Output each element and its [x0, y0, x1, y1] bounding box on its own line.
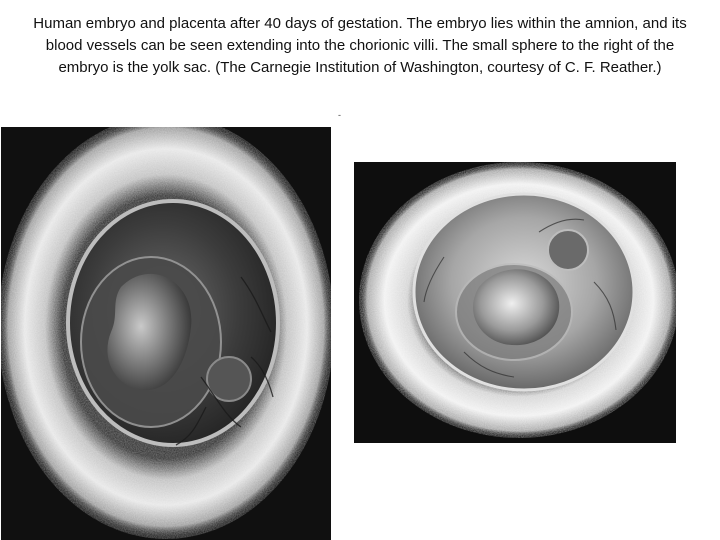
figure-caption: Human embryo and placenta after 40 days of gestation. The embryo lies within the amnion, and its blood vessels can be seen extending into the chorionic villi. The small sphere to the right of the embryo is the yolk sac. (The Carnegie Institution of Washington, courtesy of C. F. Reather.) [33, 15, 687, 76]
stray-mark: - [338, 110, 341, 120]
embryo-photo-left [1, 127, 331, 540]
embryo-photo-right [354, 162, 676, 443]
